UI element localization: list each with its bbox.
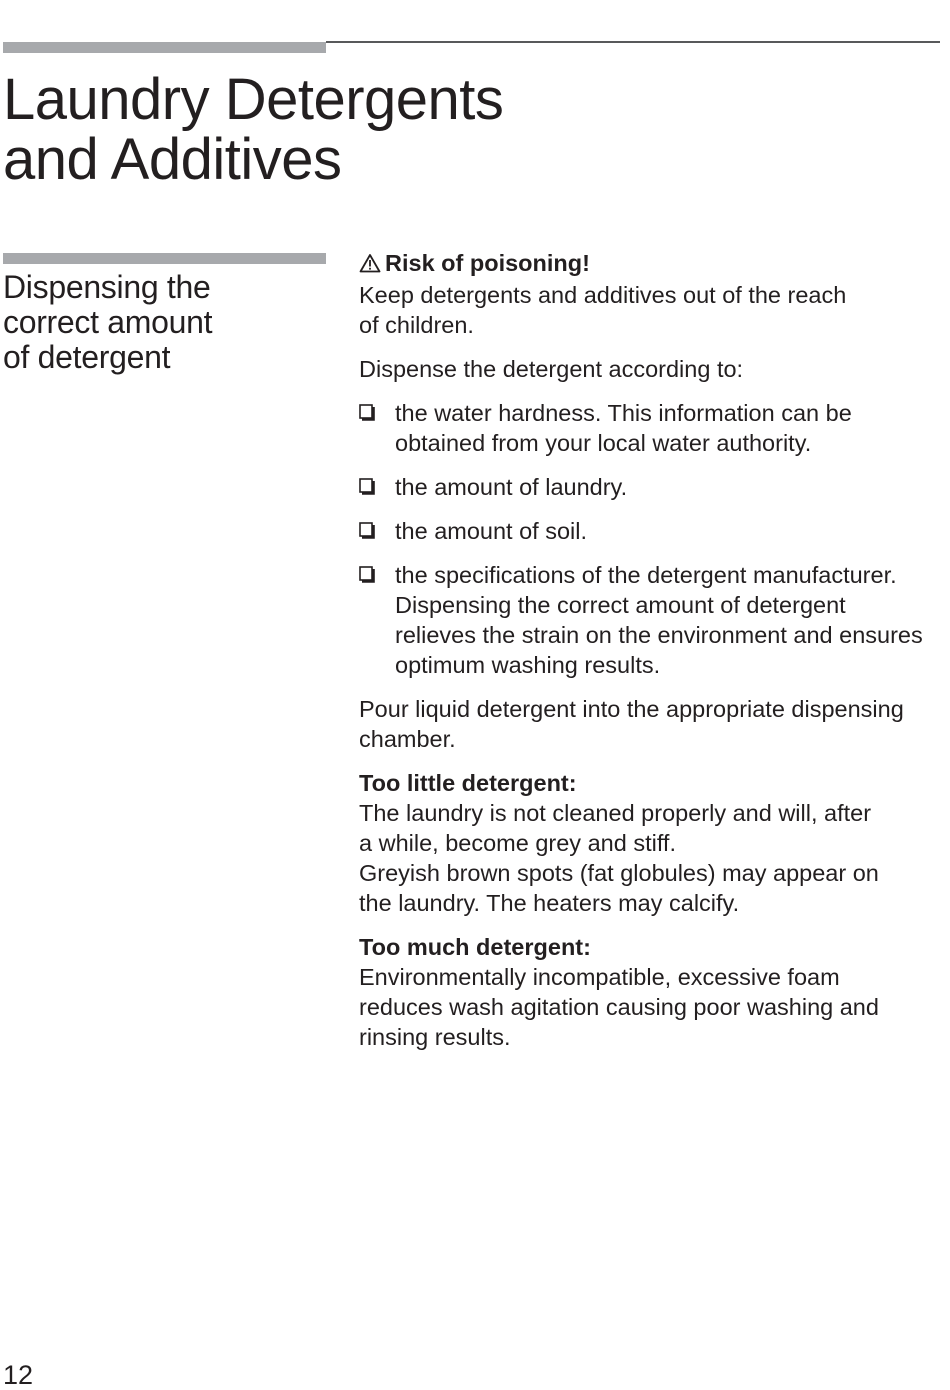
list-item <box>359 560 944 680</box>
list-item-line-2: Dispensing the correct amount of detergent <box>395 592 846 618</box>
warning-text-line-1: Keep detergents and additives out of the reach <box>359 282 847 308</box>
top-rule-thick <box>3 42 326 53</box>
too-little-block <box>359 768 944 918</box>
list-item-line-1: the amount of laundry. <box>395 474 628 500</box>
list-item-line-2: obtained from your local water authority. <box>395 430 812 456</box>
main-content <box>359 248 944 1066</box>
page-number: 12 <box>3 1360 34 1390</box>
pour-instruction <box>359 694 944 754</box>
warning-triangle-icon <box>359 250 381 280</box>
section-rule <box>3 253 326 264</box>
dispense-criteria-list <box>359 398 944 680</box>
list-item <box>359 516 944 546</box>
warning-heading <box>359 248 944 280</box>
list-item-line-1: the specifications of the detergent manufacturer. <box>395 562 897 588</box>
list-item-line-4: optimum washing results. <box>395 652 661 678</box>
warning-title: Risk of poisoning! <box>385 250 590 276</box>
too-little-line-1: The laundry is not cleaned properly and will, after <box>359 800 872 826</box>
list-item <box>359 472 944 502</box>
page-title-line-2: and Additives <box>3 127 342 192</box>
checkbox-bullet-icon <box>359 566 377 584</box>
too-little-line-4: the laundry. The heaters may calcify. <box>359 890 740 916</box>
list-item-line-1: the amount of soil. <box>395 518 588 544</box>
too-little-line-2: a while, become grey and stiff. <box>359 830 676 856</box>
too-much-line-3: rinsing results. <box>359 1024 511 1050</box>
checkbox-bullet-icon <box>359 522 377 540</box>
warning-text-line-2: of children. <box>359 312 474 338</box>
top-rule-thin <box>326 41 940 43</box>
page-title <box>3 67 504 192</box>
too-much-line-1: Environmentally incompatible, excessive foam <box>359 964 840 990</box>
pour-line-2: chamber. <box>359 726 456 752</box>
section-title-line-1: Dispensing the <box>3 269 211 305</box>
list-item-line-1: the water hardness. This information can be <box>395 400 852 426</box>
too-much-line-2: reduces wash agitation causing poor washing and <box>359 994 879 1020</box>
list-item-line-3: relieves the strain on the environment and ensures <box>395 622 923 648</box>
section-title-line-3: of detergent <box>3 339 171 375</box>
too-much-block <box>359 932 944 1052</box>
section-title <box>3 270 323 375</box>
too-little-heading: Too little detergent: <box>359 770 577 796</box>
section-title-line-2: correct amount <box>3 304 213 340</box>
pour-line-1: Pour liquid detergent into the appropriate dispensing <box>359 696 904 722</box>
checkbox-bullet-icon <box>359 478 377 496</box>
list-item <box>359 398 944 458</box>
warning-block <box>359 248 944 340</box>
too-little-line-3: Greyish brown spots (fat globules) may appear on <box>359 860 879 886</box>
intro-text: Dispense the detergent according to: <box>359 356 744 382</box>
page-title-line-1: Laundry Detergents <box>3 67 504 132</box>
too-much-heading: Too much detergent: <box>359 934 591 960</box>
checkbox-bullet-icon <box>359 404 377 422</box>
